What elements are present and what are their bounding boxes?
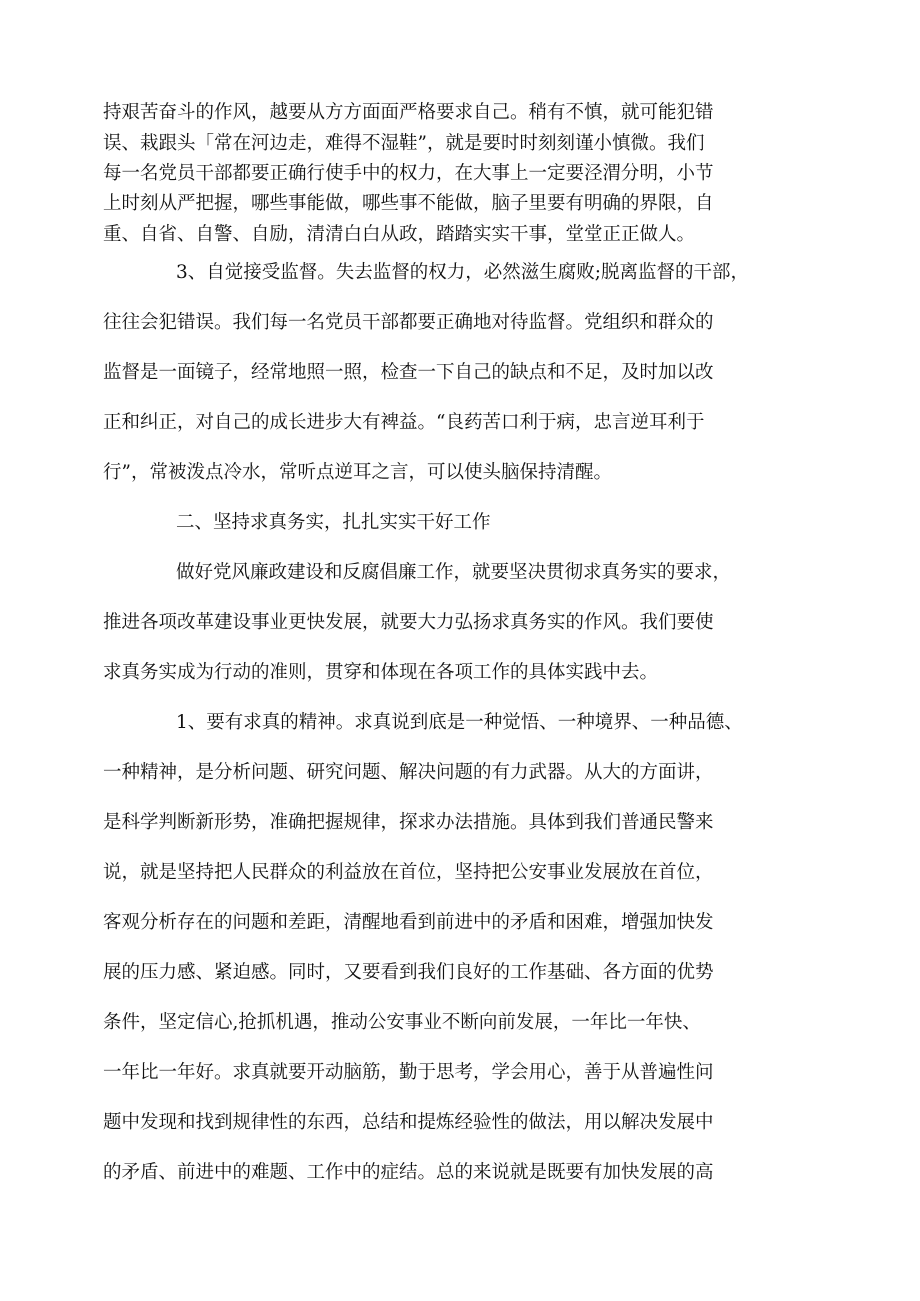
text-line [0, 856, 920, 890]
text-line [0, 656, 920, 690]
text-line-content: 监督是一面镜子，经常地照一照，检查一下自己的缺点和不足，及时加以改 [103, 362, 714, 383]
text-line [0, 806, 920, 840]
text-line [0, 1006, 920, 1040]
text-line-content: 3、自觉接受监督。失去监督的权力，必然滋生腐败;脱离监督的干部， [176, 262, 750, 283]
text-line-content: 是科学判断新形势，准确把握规律，探求办法措施。具体到我们普通民警来 [103, 812, 714, 833]
text-line-content: 做好党风廉政建设和反腐倡廉工作，就要坚决贯彻求真务实的要求， [176, 562, 732, 583]
text-line-content: 一种精神，是分析问题、研究问题、解决问题的有力武器。从大的方面讲， [103, 762, 714, 783]
section-heading [0, 506, 920, 540]
text-line [0, 96, 920, 130]
text-line-content: 推进各项改革建设事业更快发展，就要大力弘扬求真务实的作风。我们要使 [103, 612, 714, 633]
text-line-content: 展的压力感、紧迫感。同时，又要看到我们良好的工作基础、各方面的优势 [103, 962, 714, 983]
text-line [0, 606, 920, 640]
text-line-content: 题中发现和找到规律性的东西，总结和提炼经验性的做法，用以解决发展中 [103, 1112, 714, 1133]
text-line [0, 456, 920, 490]
text-line-content: 条件，坚定信心,抢抓机遇，推动公安事业不断向前发展，一年比一年快、 [103, 1012, 701, 1033]
text-line-content: 一年比一年好。求真就要开动脑筋，勤于思考，学会用心，善于从普遍性问 [103, 1062, 714, 1083]
text-line [0, 1106, 920, 1140]
text-line [0, 1056, 920, 1090]
text-line-content: 每一名党员干部都要正确行使手中的权力，在大事上一定要泾渭分明，小节 [103, 163, 714, 184]
text-line-content: 客观分析存在的问题和差距，清醒地看到前进中的矛盾和困难，增强加快发 [103, 912, 714, 933]
text-line [0, 356, 920, 390]
text-line-content: 求真务实成为行动的准则，贯穿和体现在各项工作的具体实践中去。 [103, 662, 659, 683]
text-line [0, 187, 920, 221]
text-line-content: 正和纠正，对自己的成长进步大有裨益。“良药苦口利于病，忠言逆耳利于 [103, 412, 705, 433]
text-line-content: 的矛盾、前进中的难题、工作中的症结。总的来说就是既要有加快发展的高 [103, 1162, 714, 1183]
text-line [0, 756, 920, 790]
text-line [0, 218, 920, 252]
text-line [0, 1156, 920, 1190]
text-line [0, 706, 920, 740]
text-line-content: 说，就是坚持把人民群众的利益放在首位，坚持把公安事业发展放在首位， [103, 862, 714, 883]
text-line-content: 持艰苦奋斗的作风，越要从方方面面严格要求自己。稍有不慎，就可能犯错 [103, 102, 714, 123]
section-heading-text: 二、坚持求真务实，扎扎实实干好工作 [176, 512, 491, 533]
text-line [0, 157, 920, 191]
text-line-content: 1、要有求真的精神。求真说到底是一种觉悟、一种境界、一种品德、 [176, 712, 743, 733]
text-line [0, 256, 920, 290]
text-line [0, 306, 920, 340]
text-line [0, 406, 920, 440]
text-line [0, 556, 920, 590]
text-line-content: 行”，常被泼点冷水，常听点逆耳之言，可以使头脑保持清醒。 [103, 462, 612, 483]
text-line [0, 956, 920, 990]
text-line [0, 906, 920, 940]
text-line-content: 重、自省、自警、自励，清清白白从政，踏踏实实干事，堂堂正正做人。 [103, 224, 696, 245]
text-line-content: 往往会犯错误。我们每一名党员干部都要正确地对待监督。党组织和群众的 [103, 312, 714, 333]
text-line [0, 127, 920, 161]
text-line-content: 上时刻从严把握，哪些事能做，哪些事不能做，脑子里要有明确的界限，自 [103, 193, 714, 214]
text-line-content: 误、栽跟头「常在河边走，难得不湿鞋”，就是要时时刻刻谨小慎微。我们 [103, 133, 705, 154]
